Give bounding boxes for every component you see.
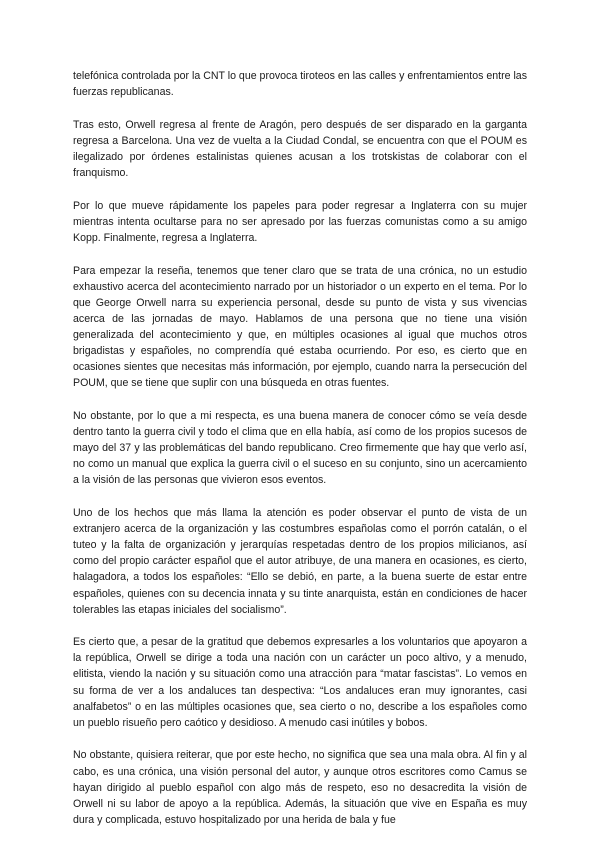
paragraph-1: telefónica controlada por la CNT lo que provoca tiroteos en las calles y enfrentamientos entre las fuerzas republicanas. [73,70,527,99]
paragraph-8: No obstante, quisiera reiterar, que por este hecho, no significa que sea una mala obra. Al fin y al cabo, es una crónica, una visión personal del autor, y aunque otros escritores como Camus se hayan dirigido al pueblo español con algo más de respeto, eso no desacredita la visión de Orwell ni su labor de apoyo a la república. Además, la situación que vive en España es muy dura y complicada, estuvo hospitalizado por una herida de bala y fue [73,749,527,826]
paragraph-6: Uno de los hechos que más llama la atención es poder observar el punto de vista de un extranjero acerca de la organización y las costumbres españolas como el porrón catalán, o el tuteo y la falta de organización y jerarquías respetadas dentro de los propios milicianos, así como del propio carácter español que el autor atribuye, de una manera en ocasiones, es cierto, halagadora, a todos los españoles: “Ello se debió, en parte, a la buena suerte de estar entre españoles, quienes con su decencia innata y su tinte anarquista, están en condiciones de hacer tolerables las etapas iniciales del socialismo”. [73,507,527,616]
paragraph-5: No obstante, por lo que a mi respecta, es una buena manera de conocer cómo se veía desde dentro tanto la guerra civil y todo el clima que en ella había, así como de los propios sucesos de mayo del 37 y las problemáticas del bando republicano. Creo firmemente que hay que verlo así, no como un manual que explica la guerra civil o el suceso en su conjunto, sino un acercamiento a la visión de las personas que vivieron esos eventos. [73,409,527,487]
paragraph-7: Es cierto que, a pesar de la gratitud que debemos expresarles a los voluntarios que apoyaron a la república, Orwell se dirige a toda una nación con un carácter un poco altivo, y a menudo, elitista, viendo la nación y su situación como una atracción para “matar fascistas”. Lo vemos en su forma de ver a los andaluces tan despectiva: “Los andaluces eran muy ignorantes, casi analfabetos” o en las múltiples ocasiones que, sea cierto o no, describe a los españoles como un pueblo risueño pero caótico y desidioso. A menudo casi inútiles y bobos. [73,636,527,729]
paragraph-3: Por lo que mueve rápidamente los papeles para poder regresar a Inglaterra con su mujer mientras intenta ocultarse para no ser apresado por las fuerzas comunistas como a su amigo Kopp. Finalmente, regresa a Inglaterra. [73,199,527,244]
body-text [73,68,527,845]
paragraph-2: Tras esto, Orwell regresa al frente de Aragón, pero después de ser disparado en la garganta regresa a Barcelona. Una vez de vuelta a la Ciudad Condal, se encuentra con que el POUM es ilegalizado por órdenes estalinistas quienes acusan a los trotskistas de colaborar con el franquismo. [73,118,527,180]
paragraph-4: Para empezar la reseña, tenemos que tener claro que se trata de una crónica, no un estudio exhaustivo acerca del acontecimiento narrado por un historiador o un experto en el tema. Por lo que George Orwell narra su experiencia personal, desde su punto de vista y sus vivencias acerca de las jornadas de mayo. Hablamos de una persona que no tiene una visión generalizada del acontecimiento y que, en múltiples ocasiones al igual que muchos otros brigadistas y españoles, no comprendía qué estaba ocurriendo. Por eso, es cierto que en ocasiones sientes que necesitas más información, por ejemplo, cuando narra la persecución del POUM, que se tiene que suplir con una búsqueda en otras fuentes. [73,264,527,390]
